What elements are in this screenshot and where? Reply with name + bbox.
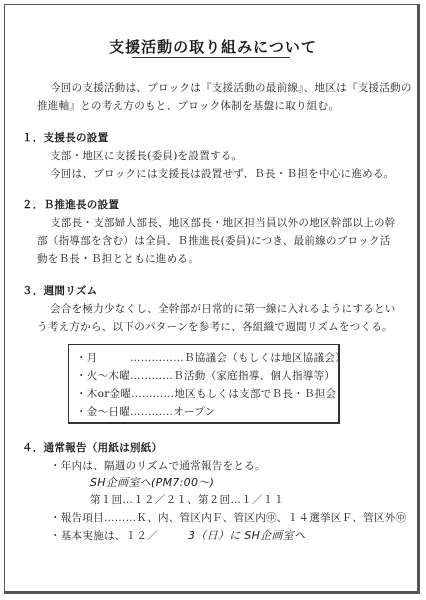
section-2-line-2: 部（指導部を含む）は全員、Ｂ推進長(委員)につき、最前線のブロック活 — [37, 235, 391, 247]
section-2-line-3: 動をＢ長・Ｂ担とともに進める。 — [37, 253, 199, 265]
rhythm-item-2: ・火～木曜…………Ｂ活動（家庭指導、個人指導等） — [76, 370, 336, 382]
rhythm-item-4: ・金～日曜…………オープン — [76, 406, 216, 418]
section-4-line-4: ・基本実施は、１２／ — [50, 530, 158, 542]
section-2-line-1: 支部長・支部婦人部長、地区部長・地区担当員以外の地区幹部以上の幹 — [50, 217, 396, 229]
section-1-heading: １．支援長の設置 — [22, 132, 109, 144]
section-4-line-1: ・年内は、隔週のリズムで通常報告をとる。 — [50, 460, 266, 472]
section-1-line-1: 支部・地区に支援長(委員)を設置する。 — [50, 150, 243, 162]
intro-line-1: 今回の支援活動は、ブロックは『支援活動の最前線』、地区は『支援活動の — [50, 82, 412, 94]
section-4-heading: ４．通常報告（用紙は別紙） — [22, 442, 163, 454]
section-4-line-3: ・報告項目………Ｋ、内、管区内Ｆ、管区内㊥、１４選挙区Ｆ、管区外㊥ — [50, 512, 407, 524]
section-3-line-2: う考え方から、以下のパターンを参考に、各組織で週間リズムをつくる。 — [37, 321, 393, 333]
section-3-line-1: 会合を極力少なくし、全幹部が日常的に第一線に入れるようにするとい — [50, 303, 396, 315]
handwritten-note-2: 3（日）に SH企画室へ — [188, 529, 306, 542]
title-underline — [132, 57, 290, 58]
handwritten-note-1: SH企画室へ(PM7:00〜) — [90, 476, 215, 489]
rhythm-item-1: ・月 ……………Ｂ協議会（もしくは地区協議会） — [76, 352, 346, 364]
rhythm-item-3: ・木or金曜…………地区もしくは支部でＢ長・Ｂ担会 — [76, 388, 337, 400]
section-1-line-2: 今回は、ブロックには支援長は設置せず、Ｂ長・Ｂ担を中心に進める。 — [50, 168, 395, 180]
section-2-heading: ２．Ｂ推進長の設置 — [22, 199, 120, 211]
section-4-line-2: 第１回…１２／２１、第２回…１／１１ — [90, 494, 285, 506]
intro-line-2: 推進軸』との考え方のもと、ブロック体制を基盤に取り組む。 — [37, 100, 340, 112]
page-title: 支援活動の取り組みについて — [109, 38, 317, 56]
section-3-heading: ３．週間リズム — [22, 285, 98, 297]
